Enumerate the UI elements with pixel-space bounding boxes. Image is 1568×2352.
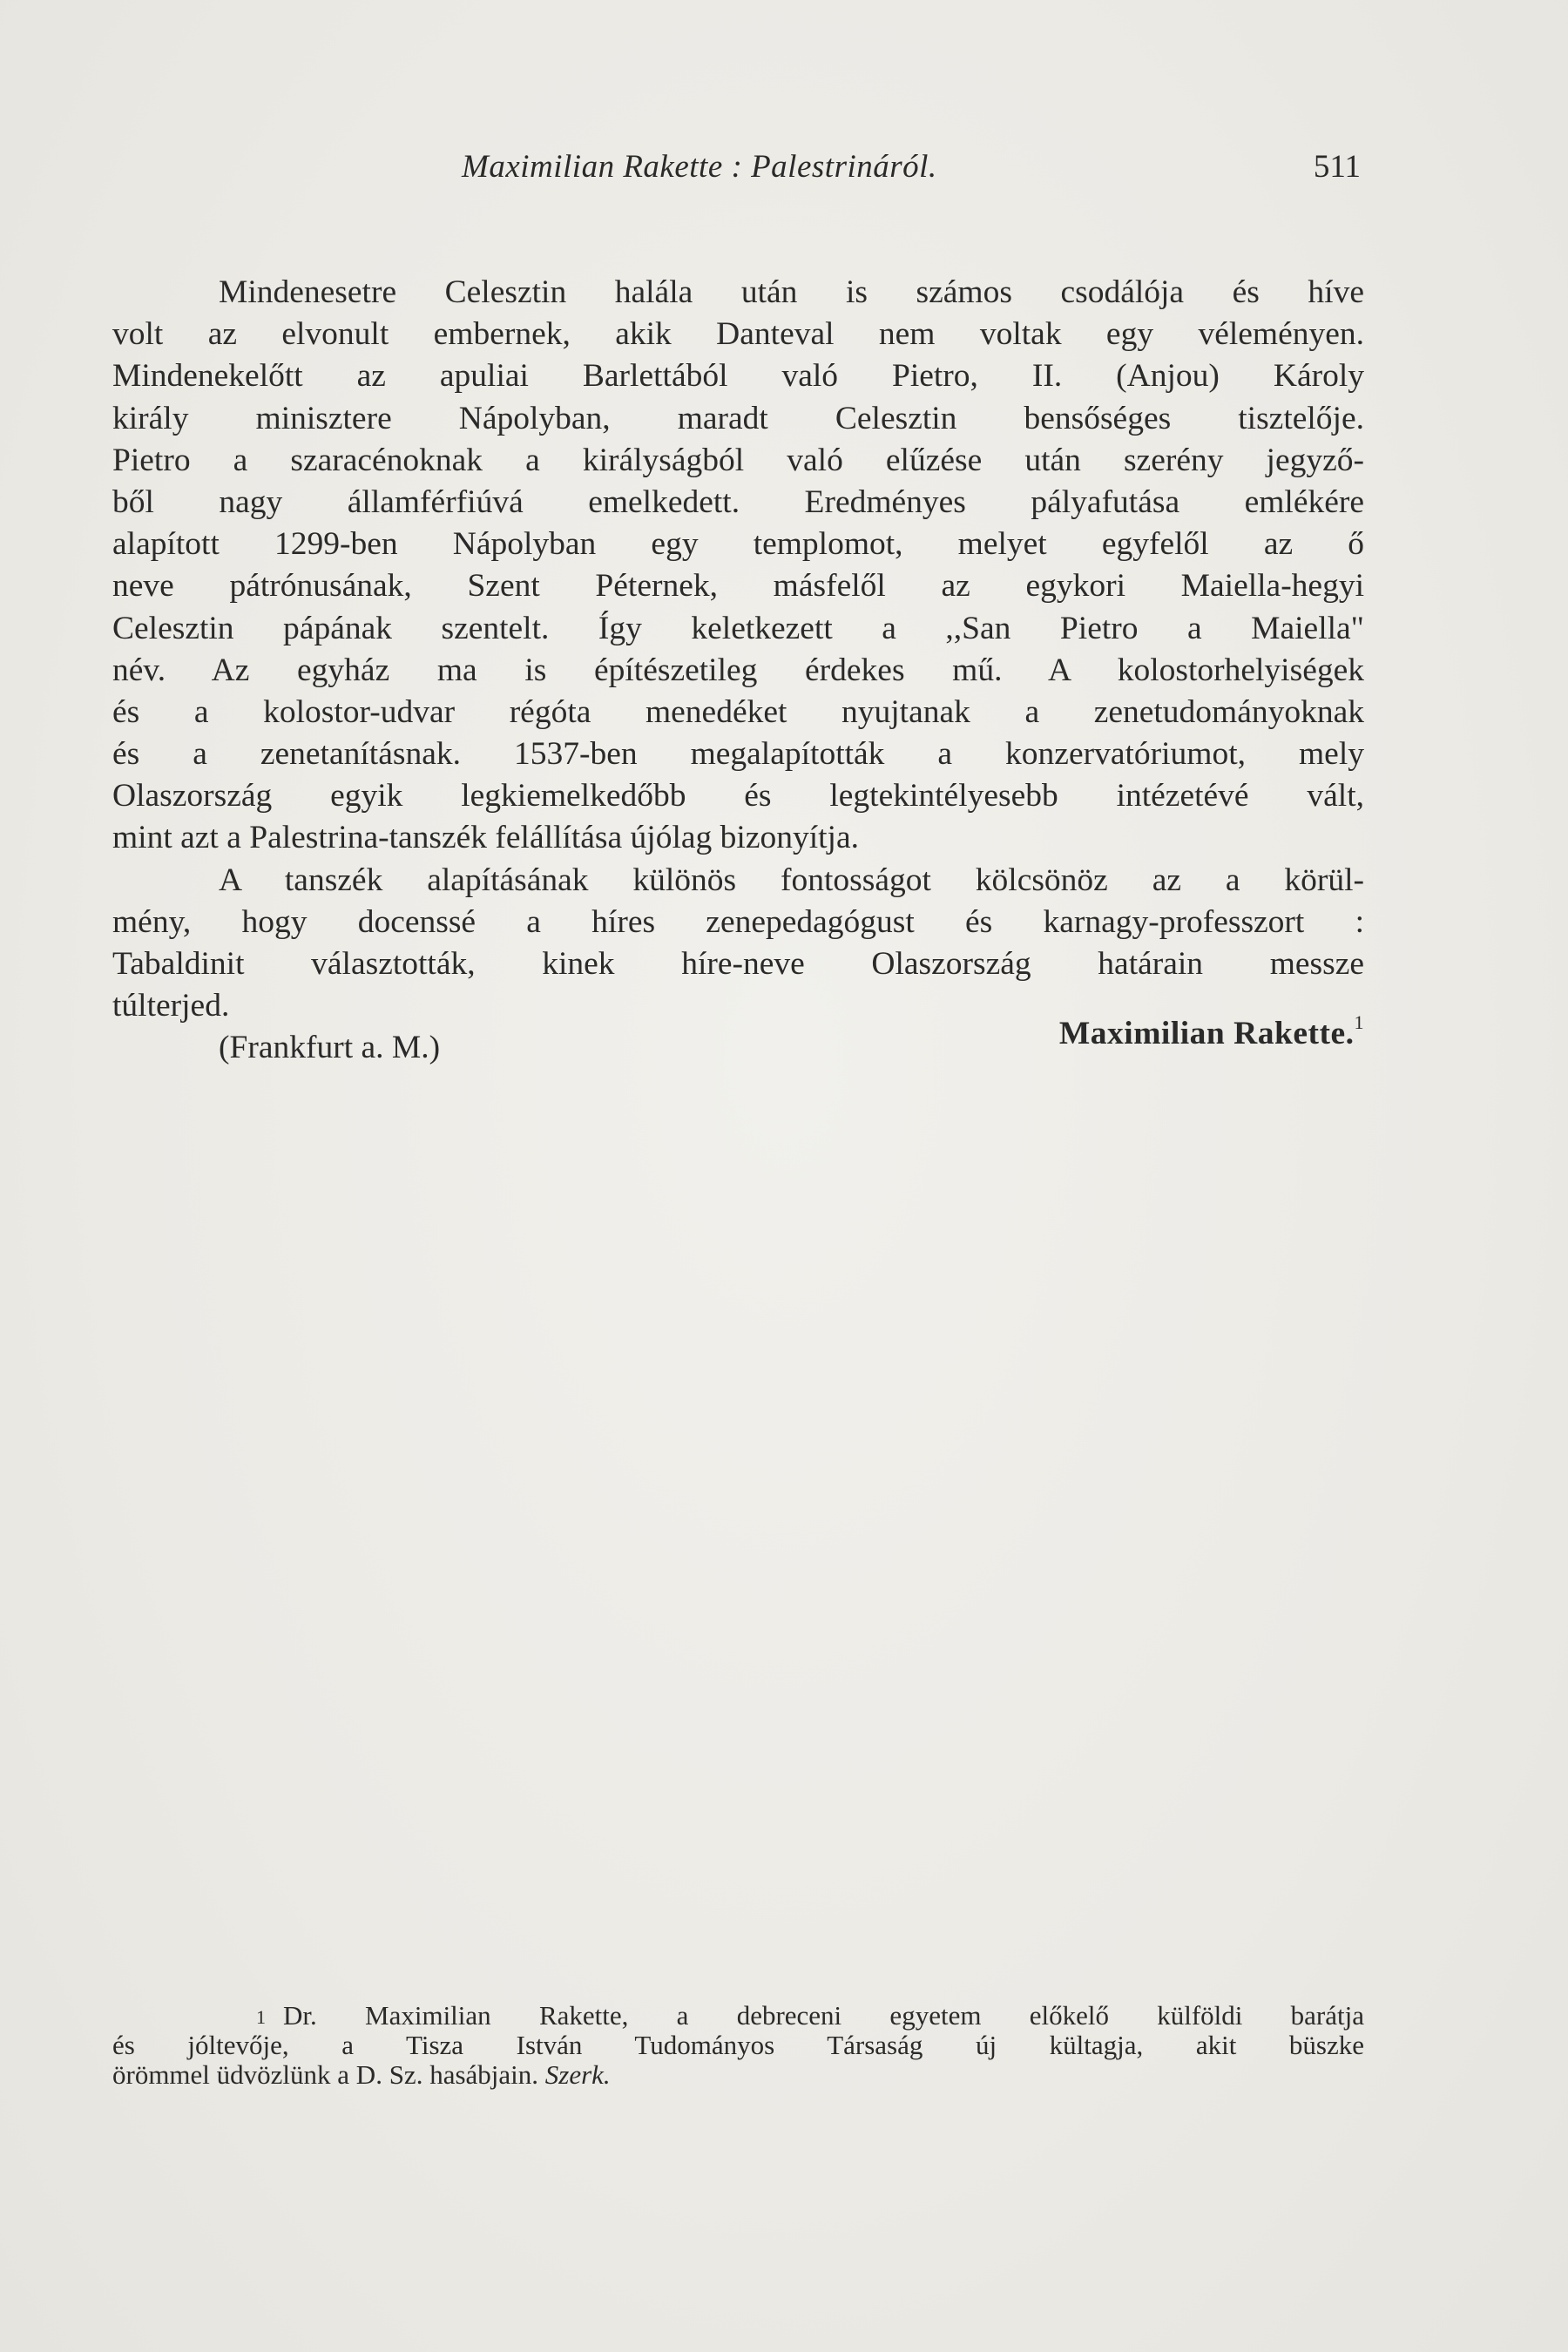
running-header: [0, 148, 1568, 200]
text-line: Mindenekelőtt az apuliai Barlettából való Pietro, II. (Anjou) Károly: [112, 358, 1364, 395]
text-line: neve pátrónusának, Szent Péternek, másfelől az egykori Maiella-hegyi: [112, 568, 1364, 605]
place-note: (Frankfurt a. M.): [219, 1030, 441, 1066]
footnote-line: [112, 2060, 1364, 2090]
page-number: 511: [1313, 149, 1361, 185]
footnote-line: és jóltevője, a Tisza István Tudományos Társaság új kültagja, akit büszke: [112, 2031, 1364, 2060]
text-line: Pietro a szaracénoknak a királyságból való elűzése után szerény jegyző-: [112, 442, 1364, 478]
text-line: túlterjed.: [112, 988, 230, 1024]
text-line: Olaszország egyik legkiemelkedőbb és legtekintélyesebb intézetévé vált,: [112, 778, 1364, 814]
footnote-mark: 1: [256, 2006, 266, 2028]
text-line: volt az elvonult embernek, akik Danteval nem voltak egy véleményen.: [112, 316, 1364, 353]
text-line: mény, hogy docenssé a híres zenepedagógust és karnagy-professzort :: [112, 903, 1364, 940]
text-line: mint azt a Palestrina-tanszék felállítása újólag bizonyítja.: [112, 820, 859, 856]
text-line: alapított 1299-ben Nápolyban egy templomot, melyet egyfelől az ő: [112, 526, 1364, 563]
text-line: Mindenesetre Celesztin halála után is számos csodálója és híve: [219, 274, 1364, 310]
running-title: Maximilian Rakette : Palestrináról.: [462, 149, 937, 185]
body-text: [112, 272, 1364, 1070]
editor-mark: Szerk.: [544, 2060, 611, 2090]
footnote-reference: 1: [1354, 1011, 1364, 1033]
author-name: Maximilian Rakette.: [1058, 1016, 1355, 1051]
footnote-text: Dr. Maximilian Rakette, a debreceni egyetem előkelő külföldi barátja: [283, 2001, 1364, 2031]
text-line: és a kolostor-udvar régóta menedéket nyujtanak a zenetudományoknak: [112, 693, 1364, 730]
text-line: és a zenetanításnak. 1537-ben megalapították a konzervatóriumot, mely: [112, 736, 1364, 773]
text-line: király minisztere Nápolyban, maradt Celesztin bensőséges tisztelője.: [112, 400, 1364, 436]
text-line: név. Az egyház ma is építészetileg érdekes mű. A kolostorhelyiségek: [112, 652, 1364, 688]
text-line: ből nagy államférfiúvá emelkedett. Eredményes pályafutása emlékére: [112, 483, 1364, 520]
text-line: A tanszék alapításának különös fontosságot kölcsönöz az a körül-: [219, 862, 1364, 898]
text-line: Tabaldinit választották, kinek híre-neve Olaszország határain messze: [112, 946, 1364, 982]
footnote: [112, 2001, 1364, 2090]
author-signature: [1058, 1011, 1364, 1052]
text-line: Celesztin pápának szentelt. Így keletkezett a ,,San Pietro a Maiella": [112, 610, 1364, 646]
footnote-line: [112, 2001, 1364, 2031]
footnote-text: örömmel üdvözlünk a D. Sz. hasábjain.: [112, 2060, 539, 2090]
